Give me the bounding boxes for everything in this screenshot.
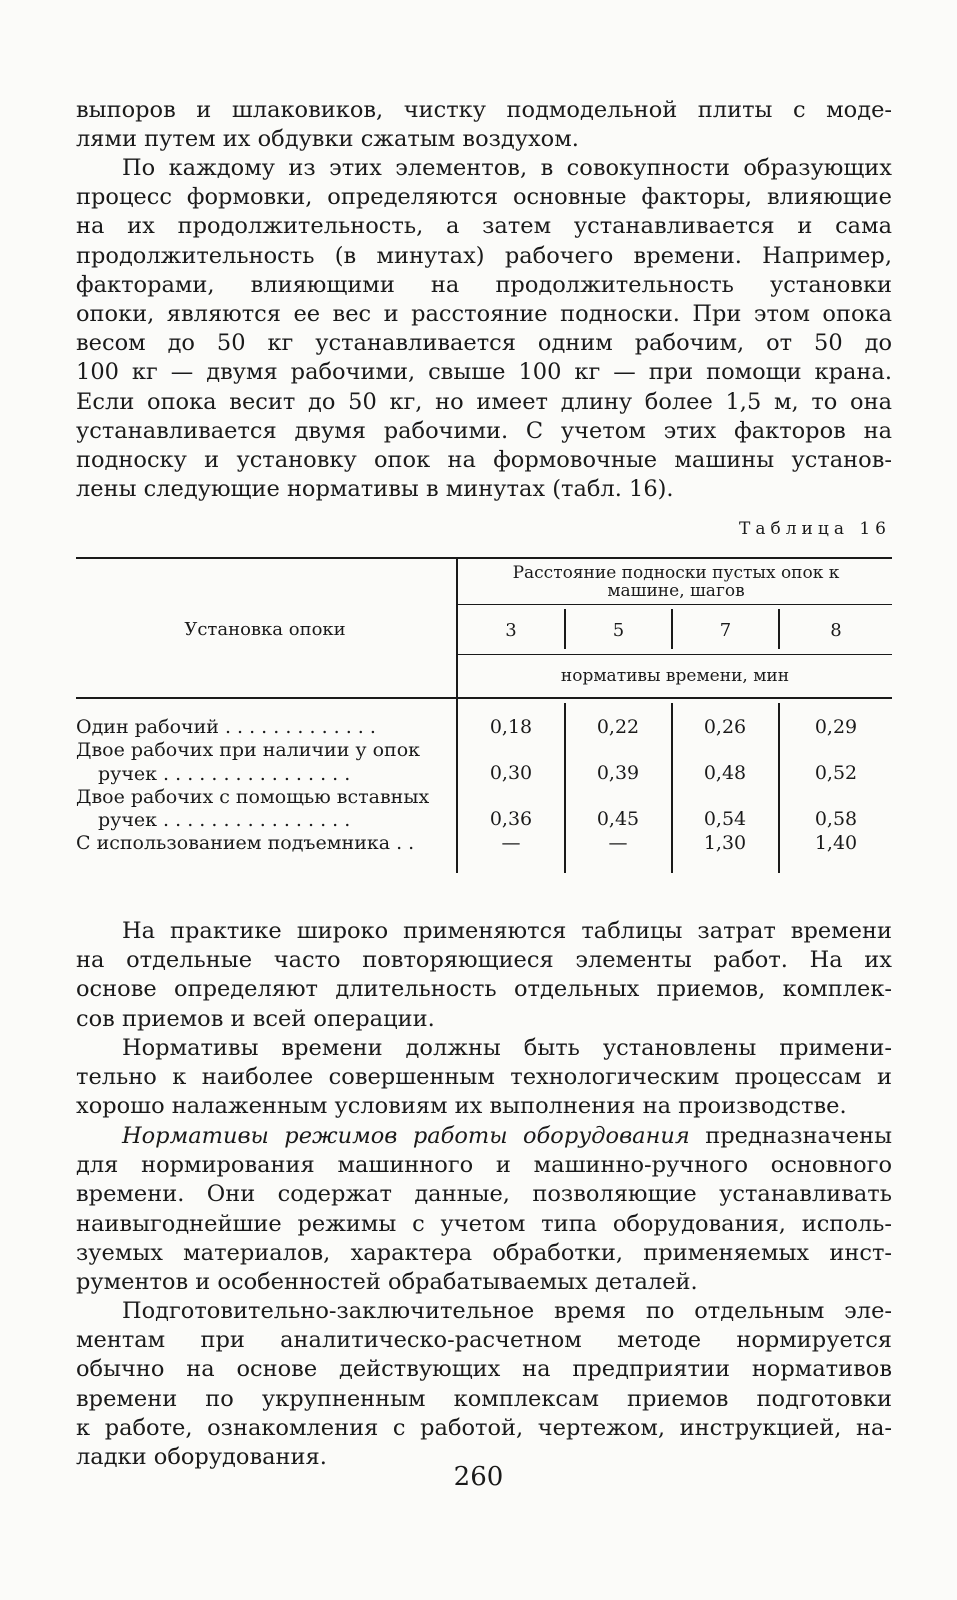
- paragraph-1: [76, 96, 892, 154]
- table-cell: —: [608, 832, 628, 854]
- row-label: Один рабочий . . . . . . . . . . . . .: [76, 716, 376, 738]
- group-header: Расстояние подноски пустых опок к машине, шагов: [512, 563, 840, 601]
- norms-table: [76, 557, 892, 873]
- columns-rule: [457, 654, 892, 655]
- paragraph-6: [76, 1297, 892, 1472]
- text-line: зуемых материалов, характера обработки, применяемых инст-: [76, 1239, 892, 1266]
- text-line: устанавливается двумя рабочими. С учетом этих факторов на: [76, 417, 892, 444]
- table-cell: —: [501, 832, 521, 854]
- text-line: хорошо налаженным условиям их выполнения на производстве.: [76, 1093, 847, 1120]
- text-line: на отдельные часто повторяющиеся элементы работ. На их: [76, 947, 892, 974]
- paragraph-2: [76, 154, 892, 504]
- table-vrule: [456, 557, 458, 873]
- row-header: Установка опоки: [184, 619, 346, 640]
- column-header: 5: [612, 620, 625, 641]
- text-line: ладки оборудования.: [76, 1444, 327, 1471]
- table-vrule: [671, 703, 673, 873]
- table-cell: 1,40: [814, 832, 858, 854]
- row-label: Двое рабочих с помощью вставных: [76, 786, 430, 808]
- group-header-rule: [457, 604, 892, 605]
- table-caption: Таблица 16: [739, 519, 891, 539]
- table-cell: 0,26: [703, 716, 747, 738]
- table-vrule: [778, 703, 780, 873]
- text-line: обычно на основе действующих на предприятии нормативов: [76, 1356, 892, 1383]
- text-line: 100 кг — двумя рабочими, свыше 100 кг — при помощи крана.: [76, 359, 892, 386]
- table-cell: 0,30: [489, 762, 533, 784]
- text-line: весом до 50 кг устанавливается одним рабочим, от 50 до: [76, 330, 892, 357]
- row-label: С использованием подъемника . .: [76, 832, 415, 854]
- italic-term: Нормативы режимов работы оборудования: [122, 1123, 690, 1149]
- text-line: на их продолжительность, а затем устанавливается и сама: [76, 213, 892, 240]
- column-header: 8: [830, 620, 842, 641]
- unit-header: [458, 666, 892, 686]
- table-cell: 0,18: [489, 716, 533, 738]
- text-line: тельно к наиболее совершенным технологическим процессам и: [76, 1064, 892, 1091]
- text-line: лями путем их обдувки сжатым воздухом.: [76, 126, 579, 153]
- text-line: лены следующие нормативы в минутах (табл. 16).: [76, 476, 674, 503]
- paragraph-4: [76, 1034, 892, 1122]
- text-line: продолжительность (в минутах) рабочего времени. Например,: [76, 242, 892, 269]
- text-line: опоки, являются ее вес и расстояние подноски. При этом опока: [76, 301, 892, 328]
- text-line: факторами, влияющими на продолжительность установки: [76, 271, 892, 298]
- table-vrule: [564, 703, 566, 873]
- row-label: ручек . . . . . . . . . . . . . . . .: [98, 809, 351, 831]
- table-cell: 1,30: [703, 832, 747, 854]
- column-header: 3: [505, 620, 517, 641]
- text-line: процесс формовки, определяются основные факторы, влияющие: [76, 184, 892, 211]
- table-cell: 0,52: [814, 762, 858, 784]
- table-header-rule: [76, 697, 892, 699]
- table-cell: 0,29: [814, 716, 858, 738]
- table-cell: 0,36: [489, 808, 533, 830]
- table-top-rule: [76, 557, 892, 559]
- text-line: подноску и установку опок на формовочные машины установ-: [76, 447, 892, 474]
- row-label: ручек . . . . . . . . . . . . . . . .: [98, 763, 351, 785]
- column-header: 7: [719, 620, 732, 641]
- text-line: для нормирования машинного и машинно-ручного основного: [76, 1152, 892, 1179]
- text-line: времени. Они содержат данные, позволяющие устанавливать: [76, 1181, 892, 1208]
- table-cell: 0,45: [596, 808, 640, 830]
- table-cell: 0,22: [596, 716, 640, 738]
- paragraph-3: [76, 917, 892, 1034]
- text-fragment: предназначены: [689, 1123, 892, 1149]
- text-line: времени по укрупненным комплексам приемов подготовки: [76, 1385, 892, 1412]
- text-line: выпоров и шлаковиков, чистку подмодельной плиты с моде-: [76, 97, 892, 123]
- text-line: ментам при аналитическо-расчетном методе нормируется: [76, 1327, 892, 1354]
- text-line: По каждому из этих элементов, в совокупности образующих: [122, 155, 892, 181]
- text-line: наивыгоднейшие режимы с учетом типа оборудования, исполь-: [76, 1210, 892, 1237]
- table-cell: 0,58: [814, 808, 858, 830]
- text-line: рументов и особенностей обрабатываемых деталей.: [76, 1269, 698, 1296]
- text-line: Если опока весит до 50 кг, но имеет длину более 1,5 м, то она: [76, 388, 892, 415]
- unit-header-text: нормативы времени, мин: [560, 666, 790, 686]
- text-line: основе определяют длительность отдельных приемов, комплек-: [76, 976, 892, 1003]
- text-line: Нормативы времени должны быть установлены примени-: [122, 1035, 892, 1061]
- table-cell: 0,54: [703, 808, 747, 830]
- page-number: 260: [453, 1462, 504, 1492]
- text-line: На практике широко применяются таблицы затрат времени: [122, 918, 892, 944]
- text-line: к работе, ознакомления с работой, чертежом, инструкцией, на-: [76, 1414, 892, 1441]
- table-cell: 0,39: [596, 762, 640, 784]
- table-cell: 0,48: [703, 762, 747, 784]
- text-line: Подготовительно-заключительное время по отдельным эле-: [122, 1298, 892, 1324]
- text-line: сов приемов и всей операции.: [76, 1005, 435, 1032]
- paragraph-5: [76, 1122, 892, 1297]
- text-line: [76, 1122, 892, 1151]
- row-label: Двое рабочих при наличии у опок: [76, 739, 421, 761]
